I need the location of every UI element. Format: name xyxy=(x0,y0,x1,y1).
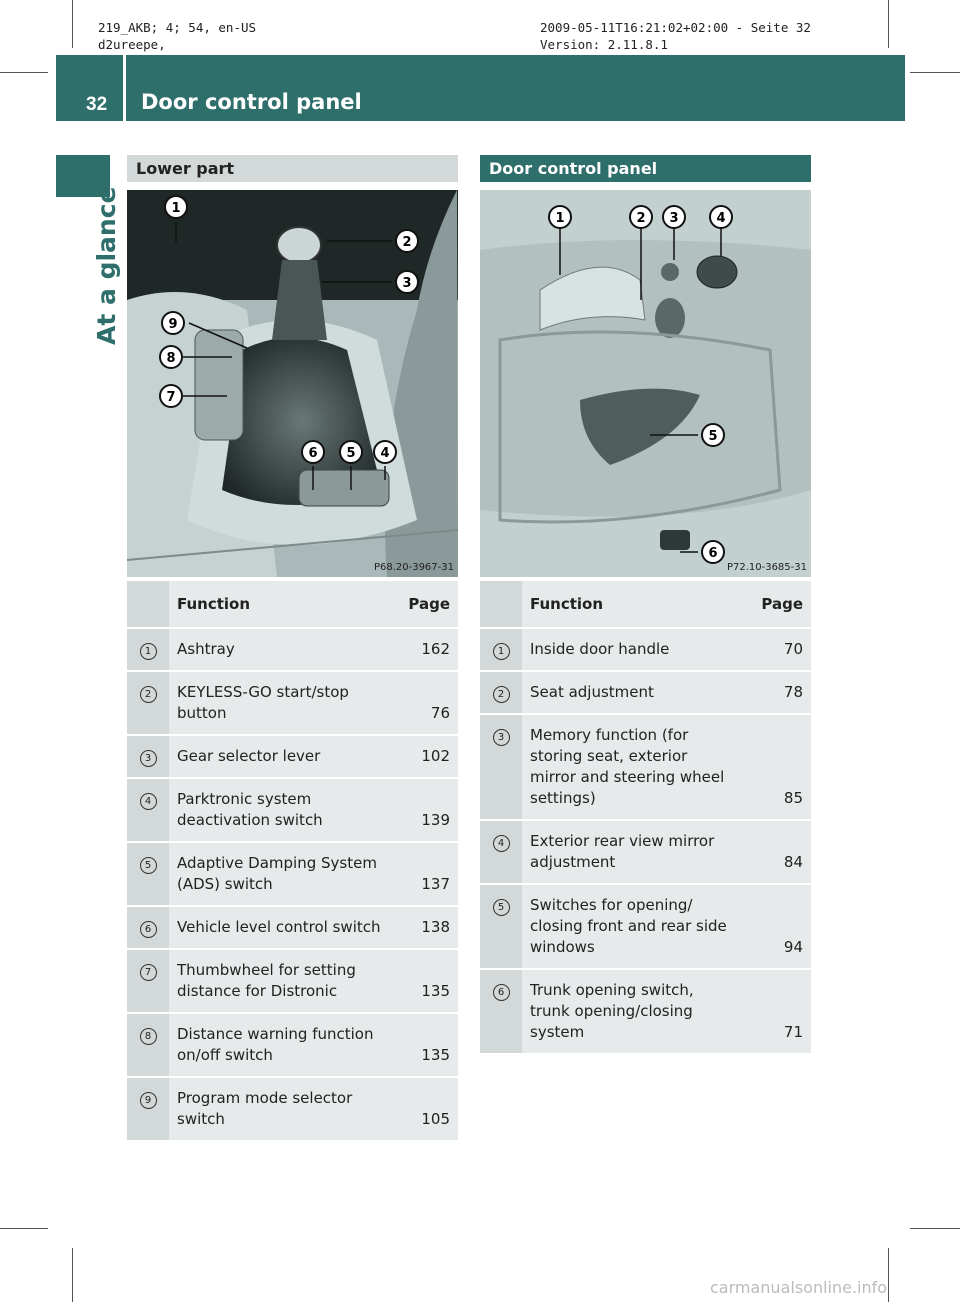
crop-mark xyxy=(0,1228,48,1229)
row-function: Vehicle level control switch xyxy=(169,906,392,949)
row-page: 102 xyxy=(392,735,458,778)
row-function: Ashtray xyxy=(169,628,392,671)
row-number xyxy=(127,671,169,735)
table-row xyxy=(127,906,458,949)
table-row xyxy=(127,949,458,1013)
circled-number-icon: 6 xyxy=(493,984,510,1001)
row-function: Exterior rear view mirror adjustment xyxy=(522,820,745,884)
table-row xyxy=(127,735,458,778)
row-page: 85 xyxy=(745,714,811,820)
row-number xyxy=(480,884,522,969)
table-row xyxy=(480,628,811,671)
print-meta-right-bottom: Version: 2.11.8.1 xyxy=(540,37,668,52)
page-title: Door control panel xyxy=(141,90,362,114)
table-row xyxy=(127,1077,458,1140)
watermark: carmanualsonline.info xyxy=(710,1278,888,1297)
table-header-page: Page xyxy=(392,581,458,628)
svg-text:7: 7 xyxy=(166,390,176,405)
circled-number-icon: 4 xyxy=(140,793,157,810)
table-row xyxy=(127,778,458,842)
row-function: Memory function (for storing seat, exterior mirror and steering wheel settings) xyxy=(522,714,745,820)
print-meta-left-top: 219_AKB; 4; 54, en-US xyxy=(98,20,257,35)
svg-text:5: 5 xyxy=(346,446,356,461)
row-number xyxy=(127,842,169,906)
row-page: 139 xyxy=(392,778,458,842)
svg-text:9: 9 xyxy=(168,317,178,332)
table-header-function: Function xyxy=(522,581,745,628)
row-function: Seat adjustment xyxy=(522,671,745,714)
row-function: Distance warning function on/off switch xyxy=(169,1013,392,1077)
row-page: 162 xyxy=(392,628,458,671)
circled-number-icon: 3 xyxy=(140,750,157,767)
table-header-function: Function xyxy=(169,581,392,628)
row-number xyxy=(480,628,522,671)
lower-part-function-table xyxy=(127,581,458,1140)
row-function: Inside door handle xyxy=(522,628,745,671)
row-number xyxy=(127,949,169,1013)
row-number xyxy=(480,820,522,884)
row-function: Program mode selector switch xyxy=(169,1077,392,1140)
row-number xyxy=(127,628,169,671)
row-number xyxy=(480,969,522,1053)
row-number xyxy=(480,671,522,714)
svg-text:4: 4 xyxy=(716,211,726,226)
photo-code: P72.10-3685-31 xyxy=(726,562,807,573)
row-page: 70 xyxy=(745,628,811,671)
door-panel-function-table xyxy=(480,581,811,1053)
page-number: 32 xyxy=(56,55,126,121)
svg-text:1: 1 xyxy=(555,211,565,226)
svg-text:6: 6 xyxy=(708,546,718,561)
row-function: Adaptive Damping System (ADS) switch xyxy=(169,842,392,906)
table-row xyxy=(127,628,458,671)
svg-text:1: 1 xyxy=(171,201,181,216)
lower-console-photo xyxy=(127,190,458,577)
circled-number-icon: 3 xyxy=(493,729,510,746)
crop-mark xyxy=(888,0,889,48)
row-function: Thumbwheel for setting distance for Distronic xyxy=(169,949,392,1013)
crop-mark xyxy=(72,0,73,48)
crop-mark xyxy=(0,72,48,73)
row-page: 76 xyxy=(392,671,458,735)
svg-text:5: 5 xyxy=(708,429,718,444)
circled-number-icon: 8 xyxy=(140,1028,157,1045)
print-meta-right-top: 2009-05-11T16:21:02+02:00 - Seite 32 xyxy=(540,20,811,35)
circled-number-icon: 1 xyxy=(493,643,510,660)
svg-text:8: 8 xyxy=(166,351,176,366)
table-row xyxy=(480,969,811,1053)
circled-number-icon: 2 xyxy=(140,686,157,703)
row-function: Parktronic system deactivation switch xyxy=(169,778,392,842)
svg-text:3: 3 xyxy=(669,211,679,226)
table-header-num xyxy=(480,581,522,628)
crop-mark xyxy=(910,1228,960,1229)
table-row xyxy=(480,671,811,714)
circled-number-icon: 7 xyxy=(140,964,157,981)
side-tab-label: At a glance xyxy=(92,186,121,345)
row-function: Trunk opening switch, trunk opening/closing system xyxy=(522,969,745,1053)
row-page: 135 xyxy=(392,949,458,1013)
row-number xyxy=(127,778,169,842)
table-row xyxy=(480,714,811,820)
table-header-row xyxy=(480,581,811,628)
circled-number-icon: 4 xyxy=(493,835,510,852)
row-number xyxy=(127,1013,169,1077)
row-number xyxy=(127,735,169,778)
table-row xyxy=(127,842,458,906)
table-header-num xyxy=(127,581,169,628)
row-page: 71 xyxy=(745,969,811,1053)
row-page: 135 xyxy=(392,1013,458,1077)
table-row xyxy=(480,820,811,884)
row-function: KEYLESS-GO start/stop button xyxy=(169,671,392,735)
circled-number-icon: 9 xyxy=(140,1092,157,1109)
section-heading-door-control-panel: Door control panel xyxy=(480,155,811,182)
svg-text:2: 2 xyxy=(636,211,646,226)
print-meta-left-bottom: d2ureepe, xyxy=(98,37,166,52)
row-number xyxy=(127,1077,169,1140)
svg-text:3: 3 xyxy=(402,276,412,291)
lower-console-callouts xyxy=(127,190,458,577)
row-page: 84 xyxy=(745,820,811,884)
row-number xyxy=(127,906,169,949)
svg-text:2: 2 xyxy=(402,235,412,250)
table-row xyxy=(127,1013,458,1077)
table-header-page: Page xyxy=(745,581,811,628)
row-function: Switches for opening/ closing front and rear side windows xyxy=(522,884,745,969)
row-page: 105 xyxy=(392,1077,458,1140)
photo-code: P68.20-3967-31 xyxy=(373,562,454,573)
circled-number-icon: 1 xyxy=(140,643,157,660)
row-page: 137 xyxy=(392,842,458,906)
row-function: Gear selector lever xyxy=(169,735,392,778)
circled-number-icon: 6 xyxy=(140,921,157,938)
table-row xyxy=(480,884,811,969)
table-row xyxy=(127,671,458,735)
crop-mark xyxy=(910,72,960,73)
door-panel-callouts xyxy=(480,190,811,577)
circled-number-icon: 5 xyxy=(140,857,157,874)
section-heading-lower-part: Lower part xyxy=(127,155,458,182)
crop-mark xyxy=(888,1248,889,1302)
table-header-row xyxy=(127,581,458,628)
circled-number-icon: 5 xyxy=(493,899,510,916)
door-panel-photo xyxy=(480,190,811,577)
circled-number-icon: 2 xyxy=(493,686,510,703)
svg-text:4: 4 xyxy=(380,446,390,461)
row-page: 94 xyxy=(745,884,811,969)
crop-mark xyxy=(72,1248,73,1302)
svg-text:6: 6 xyxy=(308,446,318,461)
lower-part-table-body xyxy=(127,628,458,1140)
row-page: 138 xyxy=(392,906,458,949)
row-number xyxy=(480,714,522,820)
row-page: 78 xyxy=(745,671,811,714)
door-panel-table-body xyxy=(480,628,811,1053)
